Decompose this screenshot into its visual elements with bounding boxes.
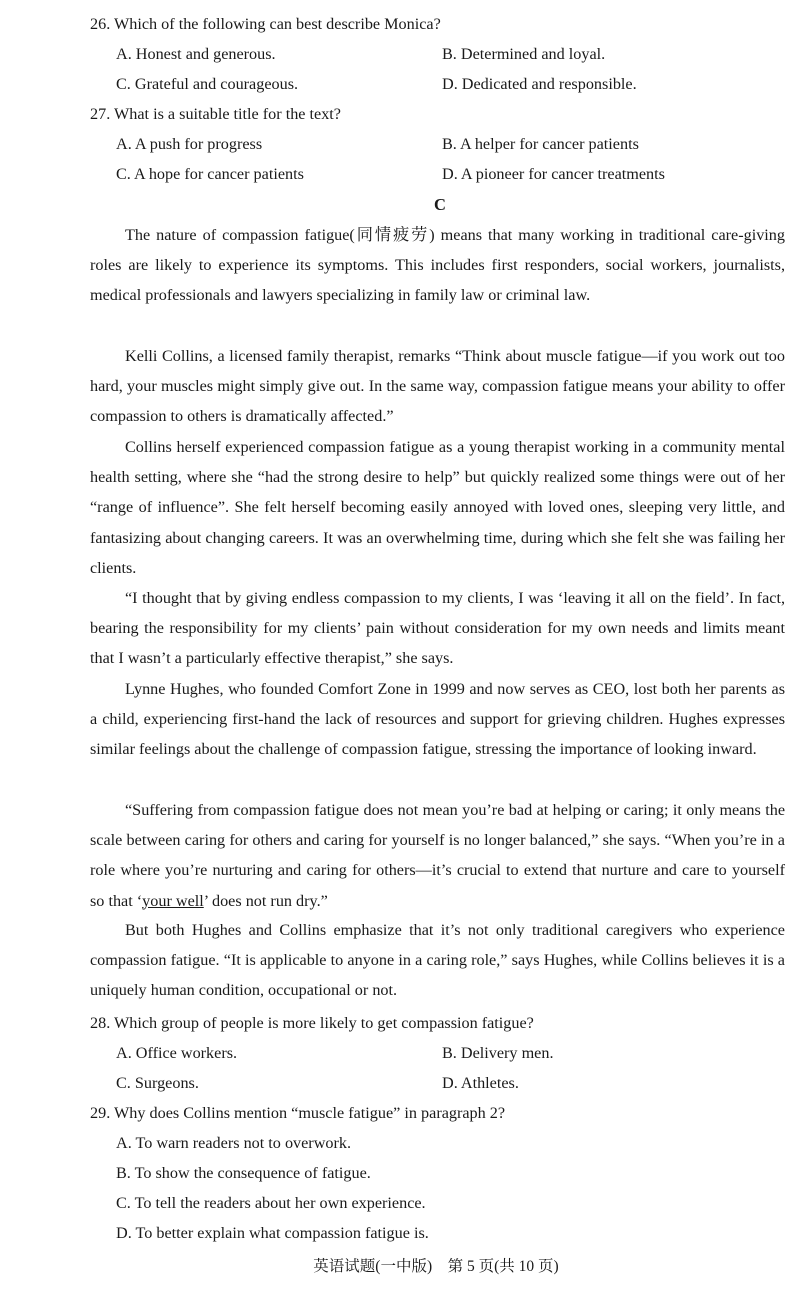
question-29-option-c: C. To tell the readers about her own experience. xyxy=(116,1194,426,1212)
question-27-option-c: C. A hope for cancer patients xyxy=(116,165,304,183)
paragraph-6-text-end: ’ does not run dry.” xyxy=(203,891,328,910)
question-28-stem: 28. Which group of people is more likely to get compassion fatigue? xyxy=(90,1014,534,1032)
passage-paragraph-3: Collins herself experienced compassion fatigue as a young therapist working in a community mental health setting, where she “had the strong desire to help” but quickly realized some things were out of her “range of influence”. She felt herself becoming easily annoyed with loved ones, sleeping very little, and fantasizing about changing careers. It was an overwhelming time, during which she felt she was failing her clients. xyxy=(90,438,785,577)
paragraph-6-text-start: “Suffering from compassion fatigue does not mean you’re bad at helping or caring; it only means the scale between caring for others and caring for yourself is no longer balanced,” she says. “When you’re in a role where you’re nurturing and caring for others—it’s crucial to extend that nurture and care to yourself so that ‘ xyxy=(90,801,785,910)
question-28-option-d: D. Athletes. xyxy=(442,1074,519,1092)
question-29-option-d: D. To better explain what compassion fatigue is. xyxy=(116,1224,429,1242)
question-26-option-d: D. Dedicated and responsible. xyxy=(442,75,637,93)
question-27-option-a: A. A push for progress xyxy=(116,135,263,153)
question-29-stem: 29. Why does Collins mention “muscle fatigue” in paragraph 2? xyxy=(90,1104,506,1122)
underlined-phrase: your well xyxy=(142,891,204,910)
passage-paragraph-4: “I thought that by giving endless compassion to my clients, I was ‘leaving it all on the field’. In fact, bearing the responsibility for my clients’ pain without consideration for my own needs and limits meant that I wasn’t a particularly effective therapist,” she says. xyxy=(90,589,785,668)
question-28-option-c: C. Surgeons. xyxy=(116,1074,199,1092)
passage-paragraph-6 xyxy=(90,795,785,916)
question-27-option-d: D. A pioneer for cancer treatments xyxy=(442,165,665,183)
passage-paragraph-7: But both Hughes and Collins emphasize that it’s not only traditional caregivers who experience compassion fatigue. “It is applicable to anyone in a caring role,” says Hughes, while Collins believes it is a uniquely human condition, occupational or not. xyxy=(90,921,785,1000)
question-28-option-b: B. Delivery men. xyxy=(442,1044,554,1062)
section-heading: C xyxy=(434,195,446,214)
question-29-option-a: A. To warn readers not to overwork. xyxy=(116,1134,352,1152)
question-26-option-a: A. Honest and generous. xyxy=(116,45,276,63)
question-28-option-a: A. Office workers. xyxy=(116,1044,238,1062)
question-26-stem: 26. Which of the following can best describe Monica? xyxy=(90,15,441,33)
passage-paragraph-2: Kelli Collins, a licensed family therapist, remarks “Think about muscle fatigue—if you work out too hard, your muscles might simply give out. In the same way, compassion fatigue means your ability to offer compassion to others is dramatically affected.” xyxy=(90,347,785,426)
passage-paragraph-5: Lynne Hughes, who founded Comfort Zone in 1999 and now serves as CEO, lost both her parents as a child, experiencing first-hand the lack of resources and support for grieving children. Hughes expresses similar feelings about the challenge of compassion fatigue, stressing the importance of looking inward. xyxy=(90,680,785,759)
question-29-option-b: B. To show the consequence of fatigue. xyxy=(116,1164,371,1182)
page-footer: 英语试题(一中版) 第 5 页(共 10 页) xyxy=(313,1258,559,1275)
question-26-option-b: B. Determined and loyal. xyxy=(442,45,606,63)
passage-paragraph-1: The nature of compassion fatigue(同情疲劳) means that many working in traditional care-giving roles are likely to experience its symptoms. This includes first responders, social workers, journalists, medical professionals and lawyers specializing in family law or criminal law. xyxy=(90,226,785,305)
question-27-stem: 27. What is a suitable title for the text? xyxy=(90,105,341,123)
question-27-option-b: B. A helper for cancer patients xyxy=(442,135,639,153)
question-26-option-c: C. Grateful and courageous. xyxy=(116,75,299,93)
